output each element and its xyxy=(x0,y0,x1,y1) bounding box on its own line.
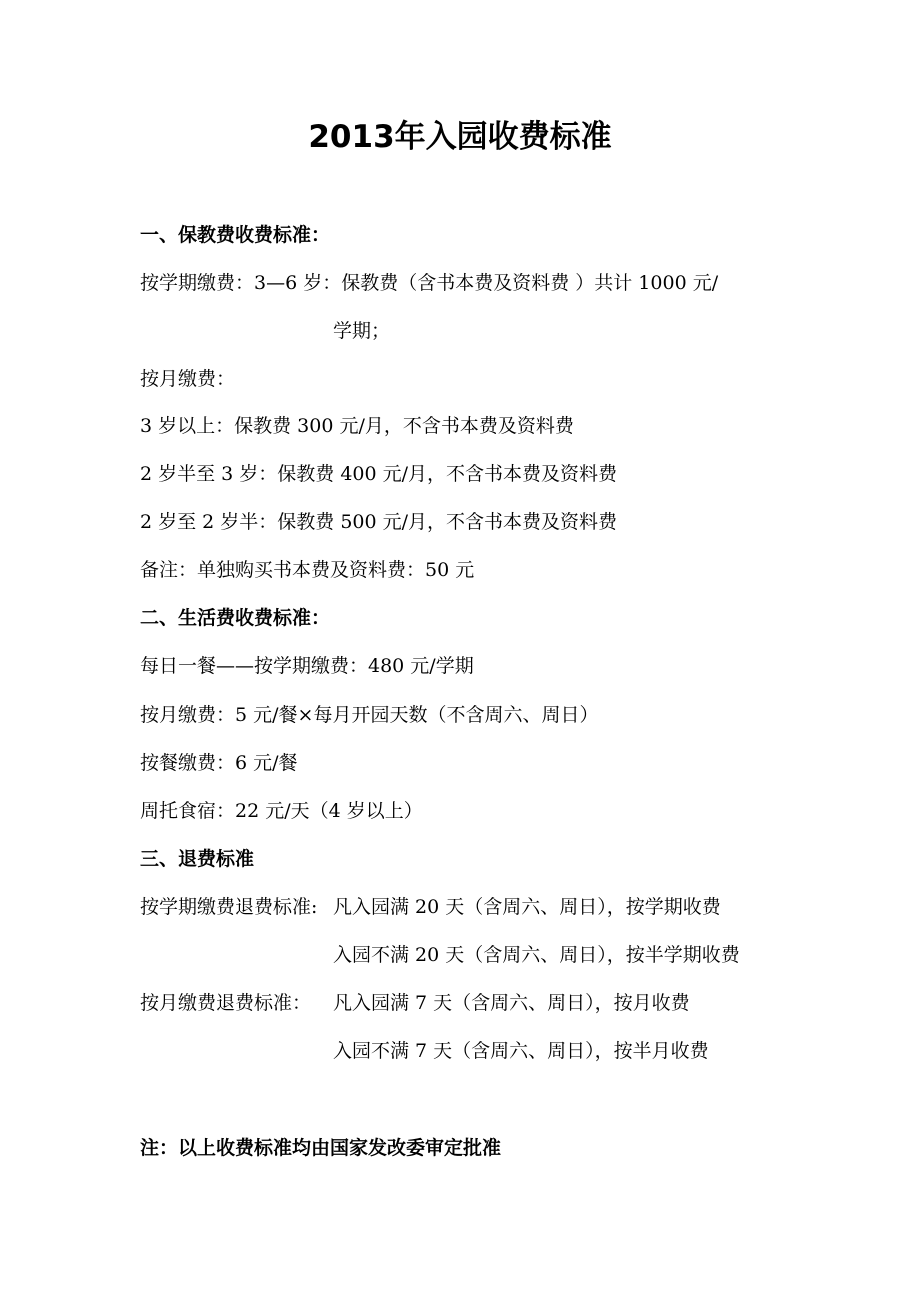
semester-fee-line xyxy=(140,268,718,298)
remark-line: 备注：单独购买书本费及资料费：50 元 xyxy=(140,559,475,581)
living-fee-item: 按餐缴费：6 元/餐 xyxy=(140,752,298,774)
semester-refund-label: 按学期缴费退费标准: xyxy=(140,896,318,918)
semester-refund-rule-2: 入园不满 20 天（含周六、周日），按半学期收费 xyxy=(333,944,740,966)
section1-heading: 一、保教费收费标准： xyxy=(140,224,331,246)
page-title: 2013年入园收费标准 xyxy=(308,119,612,155)
monthly-refund-label: 按月缴费退费标准： xyxy=(140,992,312,1014)
section3-heading: 三、退费标准 xyxy=(140,848,255,870)
semester-fee-text: 3—6 岁：保教费（含书本费及资料费 ）共计 1000 元/ xyxy=(254,272,719,294)
living-fee-item: 周托食宿：22 元/天（4 岁以上） xyxy=(140,800,423,822)
living-fee-item: 按月缴费：5 元/餐×每月开园天数（不含周六、周日） xyxy=(140,704,599,726)
semester-refund-rule: 凡入园满 20 天（含周六、周日），按学期收费 xyxy=(333,896,721,918)
living-fee-item: 每日一餐——按学期缴费：480 元/学期 xyxy=(140,655,474,677)
monthly-fee-item: 3 岁以上：保教费 300 元/月，不含书本费及资料费 xyxy=(140,415,574,437)
footer-note: 注：以上收费标准均由国家发改委审定批准 xyxy=(140,1137,502,1159)
monthly-refund-rule-2: 入园不满 7 天（含周六、周日），按半月收费 xyxy=(333,1040,709,1062)
monthly-fee-item: 2 岁半至 3 岁：保教费 400 元/月，不含书本费及资料费 xyxy=(140,463,618,485)
monthly-fee-heading: 按月缴费： xyxy=(140,368,236,390)
semester-fee-label: 按学期缴费： xyxy=(140,272,255,294)
section2-heading: 二、生活费收费标准： xyxy=(140,607,331,629)
semester-fee-continuation: 学期； xyxy=(333,320,391,342)
monthly-fee-item: 2 岁至 2 岁半：保教费 500 元/月，不含书本费及资料费 xyxy=(140,511,618,533)
monthly-refund-rule: 凡入园满 7 天（含周六、周日），按月收费 xyxy=(333,992,690,1014)
monthly-refund-line xyxy=(140,988,690,1018)
semester-refund-line xyxy=(140,892,721,922)
